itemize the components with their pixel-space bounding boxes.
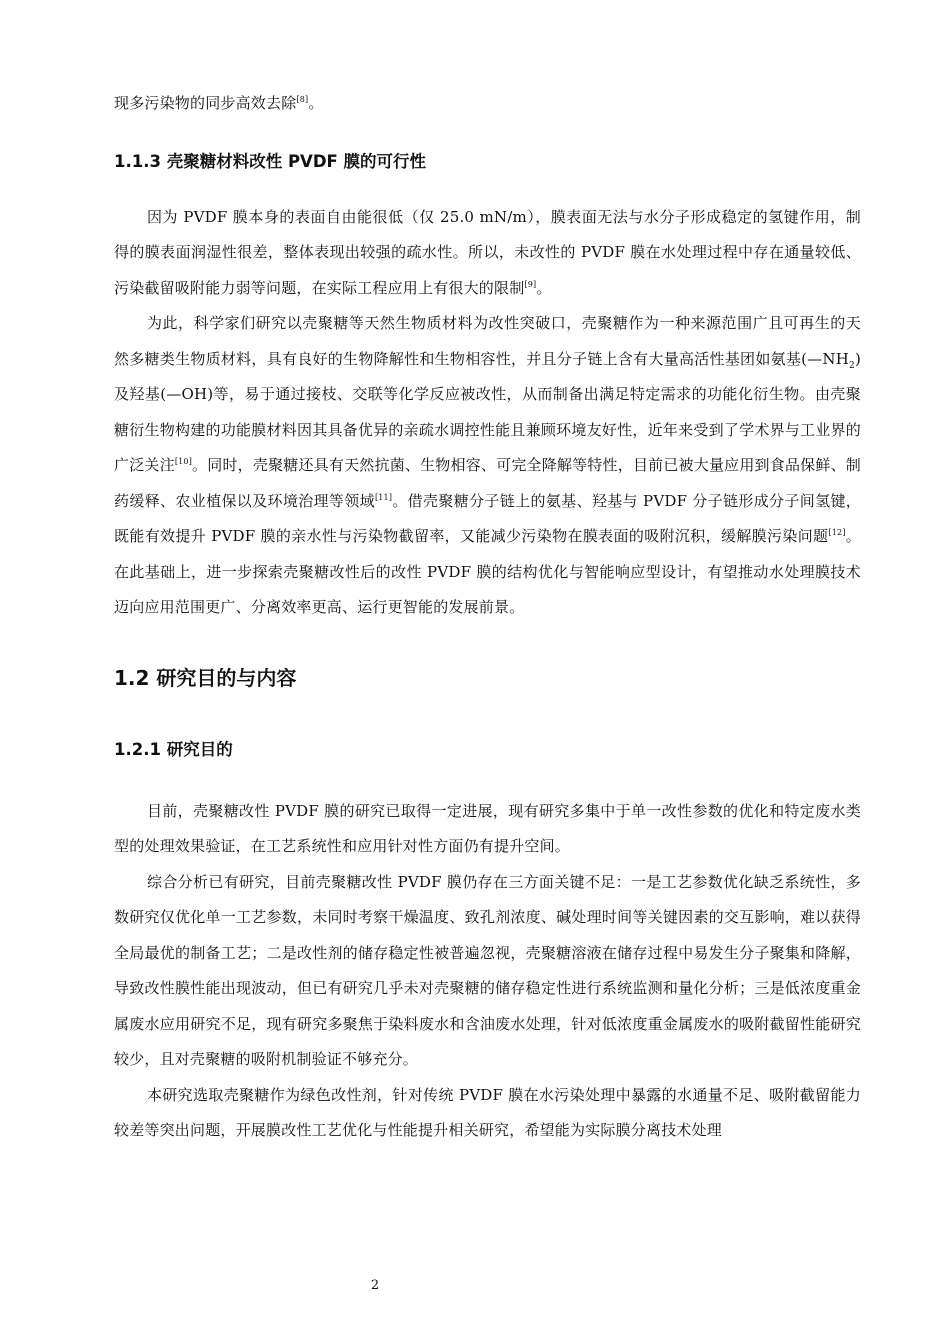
citation-ref: [11] [374, 492, 393, 502]
paragraph-research-aim: 本研究选取壳聚糖作为绿色改性剂，针对传统 PVDF 膜在水污染处理中暴露的水通量不足、吸附截留能力较差等突出问题，开展膜改性工艺优化与性能提升相关研究，希望能为实际膜分离技术处理 [114, 1085, 861, 1139]
paragraph-pvdf-hydrophobicity: 因为 PVDF 膜本身的表面自由能很低（仅 25.0 mN/m），膜表面无法与水分子形成稳定的氢键作用，制得的膜表面润湿性很差，整体表现出较强的疏水性。所以，未改性的 PVDF 膜在水处理过程中存在通量较低、污染截留吸附能力弱等问题，在实际工程应用上有很大的限制[9]。 [114, 207, 861, 297]
citation-ref: [12] [828, 528, 846, 537]
page-number: 2 [370, 1278, 380, 1293]
citation-ref: [8] [296, 95, 309, 104]
paragraph-research-gaps: 综合分析已有研究，目前壳聚糖改性 PVDF 膜仍存在三方面关键不足：一是工艺参数优化缺乏系统性，多数研究仅优化单一工艺参数，未同时考察干燥温度、致孔剂浓度、碱处理时间等关键因素的交互影响，难以获得全局最优的制备工艺；二是改性剂的储存稳定性被普遍忽视，壳聚糖溶液在储存过程中易发生分子聚集和降解，导致改性膜性能出现波动，但已有研究几乎未对壳聚糖的储存稳定性进行系统监测和量化分析；三是低浓度重金属废水应用研究不足，现有研究多聚焦于染料废水和含油废水处理，针对低浓度重金属废水的吸附截留性能研究较少，且对壳聚糖的吸附机制验证不够充分。 [114, 872, 861, 1068]
page-content [114, 86, 861, 1149]
paragraph-chitosan-modification: 为此，科学家们研究以壳聚糖等天然生物质材料为改性突破口，壳聚糖作为一种来源范围广且可再生的天然多糖类生物质材料，具有良好的生物降解性和生物相容性，并且分子链上含有大量高活性基团如氨基$(—NH_2)$及羟基(—OH)等，易于通过接枝、交联等化学反应被改性，从而制备出满足特定需求的功能化衍生物。由壳聚糖衍生物构建的功能膜材料因其具备优异的亲疏水调控性能且兼顾环境友好性，近年来受到了学术界与工业界的广泛关注[10]。同时，壳聚糖还具有天然抗菌、生物相容、可完全降解等特性，目前已被大量应用到食品保鲜、制药缓释、农业植保以及环境治理等领域[11]。借壳聚糖分子链上的氨基、羟基与 PVDF 分子链形成分子间氢键，既能有效提升 PVDF 膜的亲水性与污染物截留率，又能减少污染物在膜表面的吸附沉积，缓解膜污染问题[12]。在此基础上，进一步探索壳聚糖改性后的改性 PVDF 膜的结构优化与智能响应型设计，有望推动水处理膜技术迈向应用范围更广、分离效率更高、运行更智能的发展前景。 [114, 314, 862, 616]
citation-ref: [10] [174, 457, 193, 466]
section-heading-1-1-3: 1.1.3 壳聚糖材料改性 PVDF 膜的可行性 [114, 151, 427, 171]
paragraph-continuation: 现多污染物的同步高效去除[8]。 [114, 94, 324, 112]
section-heading-1-2-1: 1.2.1 研究目的 [114, 739, 233, 759]
citation-ref: [9] [524, 279, 537, 289]
section-heading-1-2: 1.2 研究目的与内容 [114, 665, 297, 690]
paragraph-research-status: 目前，壳聚糖改性 PVDF 膜的研究已取得一定进展，现有研究多集中于单一改性参数的优化和特定废水类型的处理效果验证，在工艺系统性和应用针对性方面仍有提升空间。 [114, 801, 861, 855]
subscript: 2 [849, 360, 855, 371]
